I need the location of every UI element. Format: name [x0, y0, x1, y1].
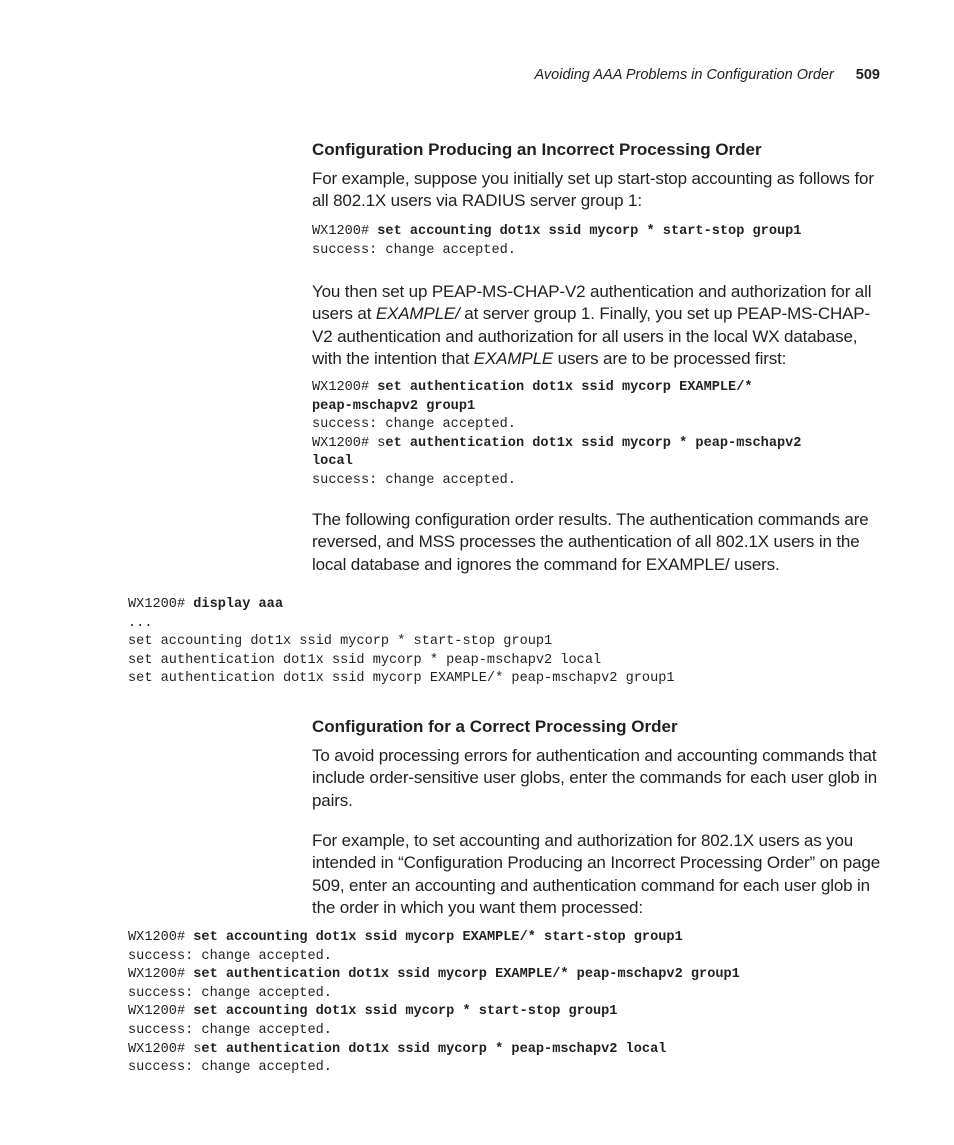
- code-line: [312, 453, 890, 472]
- code-line: [128, 596, 908, 615]
- code-line: set authentication dot1x ssid mycorp EXAMPLE/* peap-mschapv2 group1: [128, 671, 675, 687]
- cli-prompt: WX1200# s: [312, 435, 386, 451]
- code-line: success: change accepted.: [128, 1060, 332, 1076]
- running-header-title: Avoiding AAA Problems in Configuration Order: [534, 67, 834, 83]
- code-block-display-aaa: [128, 596, 908, 689]
- code-line: success: change accepted.: [312, 417, 516, 433]
- cli-prompt: WX1200#: [128, 967, 194, 983]
- cli-prompt: WX1200#: [312, 380, 378, 395]
- cli-command: set authentication dot1x ssid mycorp EXAMPLE/* peap-mschapv2 group1: [193, 967, 740, 983]
- code-block-accounting: [312, 222, 890, 260]
- cli-command: local: [312, 454, 353, 470]
- cli-command: set accounting dot1x ssid mycorp * start-stop group1: [377, 224, 802, 239]
- code-line: set accounting dot1x ssid mycorp * start-stop group1: [128, 634, 553, 650]
- code-line: success: change accepted.: [128, 1022, 332, 1038]
- code-line: success: change accepted.: [128, 985, 332, 1001]
- page-number: 509: [855, 67, 880, 83]
- code-line: [128, 929, 908, 948]
- page-header: [535, 67, 881, 83]
- code-line: [128, 1003, 908, 1022]
- cli-command: et authentication dot1x ssid mycorp * peap-mschapv2: [385, 435, 802, 451]
- section-heading-correct-order: Configuration for a Correct Processing Order: [312, 717, 678, 736]
- text-run: users are to be processed first:: [553, 348, 787, 368]
- paragraph-avoid-errors: To avoid processing errors for authentication and accounting commands that include order-sensitive user globs, enter the commands for each user glob in pairs.: [312, 746, 878, 810]
- cli-command: set authentication dot1x ssid mycorp EXAMPLE/*: [377, 380, 753, 395]
- cli-prompt: WX1200# s: [128, 1041, 202, 1057]
- code-line: [312, 379, 890, 398]
- section-heading-incorrect-order: Configuration Producing an Incorrect Processing Order: [312, 140, 762, 159]
- cli-command: peap-mschapv2 group1: [312, 398, 476, 414]
- text-run: You then set up PEAP-MS-CHAP-V2 authentication and authorization for all users at: [312, 282, 872, 324]
- code-block-authentication: [312, 379, 890, 491]
- italic-text: EXAMPLE: [473, 348, 554, 368]
- paragraph-intro: For example, suppose you initially set up start-stop accounting as follows for all 802.1X users via RADIUS server group 1:: [312, 169, 874, 211]
- paragraph-correct-example: For example, to set accounting and authorization for 802.1X users as you intended in “Configuration Producing an Incorrect Processing Order” on page 509, enter an accounting and authentication command for each user glob in the order in which you want them processed:: [312, 831, 881, 917]
- code-line: [312, 398, 890, 417]
- code-line: [128, 1041, 908, 1060]
- text-run: at server group 1. Finally, you set up PEAP-MS-CHAP-V2 authentication and authorization for all users in the local WX database, with the intention that: [312, 304, 870, 368]
- cli-prompt: WX1200#: [128, 597, 194, 612]
- code-line: success: change accepted.: [312, 472, 516, 488]
- code-line: set authentication dot1x ssid mycorp * peap-mschapv2 local: [128, 652, 602, 668]
- cli-prompt: WX1200#: [128, 1004, 194, 1020]
- cli-command: display aaa: [193, 597, 283, 612]
- cli-prompt: WX1200#: [128, 930, 194, 945]
- code-line: success: change accepted.: [128, 948, 332, 964]
- cli-command: set accounting dot1x ssid mycorp EXAMPLE/* start-stop group1: [193, 930, 683, 945]
- code-line: [312, 435, 890, 454]
- cli-prompt: WX1200#: [312, 224, 378, 239]
- code-line: [312, 222, 890, 241]
- paragraph-result: The following configuration order results. The authentication commands are reversed, and MSS processes the authentication of all 802.1X users in the local database and ignores the command for EXAMPLE/ users.: [312, 510, 869, 574]
- code-block-correct-order: [128, 929, 908, 1078]
- code-line: ...: [128, 615, 153, 631]
- paragraph-peap-setup: [312, 281, 890, 370]
- italic-text: EXAMPLE/: [375, 304, 460, 324]
- code-line: success: change accepted.: [312, 243, 516, 258]
- cli-command: set accounting dot1x ssid mycorp * start-stop group1: [193, 1004, 618, 1020]
- cli-command: et authentication dot1x ssid mycorp * peap-mschapv2 local: [201, 1041, 667, 1057]
- code-line: [128, 966, 908, 985]
